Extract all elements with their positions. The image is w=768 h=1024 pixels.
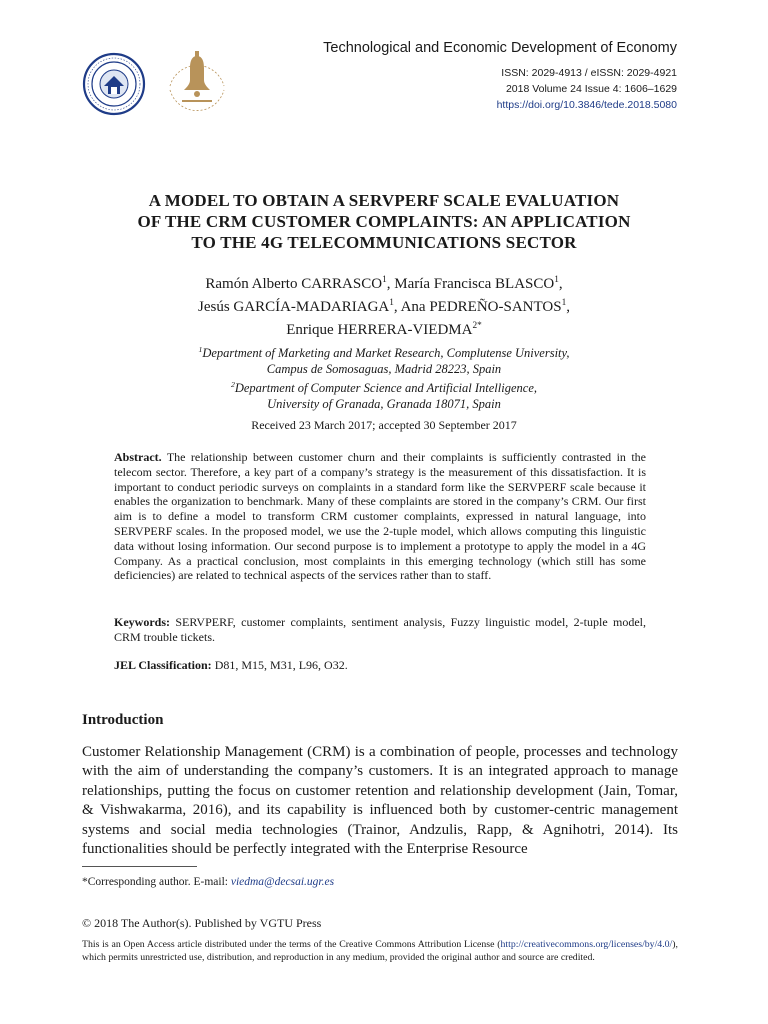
- university-seal-logo: [82, 52, 146, 116]
- author-name: Ana PEDREÑO-SANTOS: [400, 299, 562, 315]
- abstract-text: The relationship between customer churn and their complaints is sufficiently contrasted in the telecom sector. Therefore, a key part of a company’s strategy is the measurement of this dissatisfaction. It is important to conduct periodic surveys on complaints in a standard form like the SERVPERF scale because it enables the organization to benchmark. Many of these complaints are stored in the company’s CRM. Our first aim is to define a model to transform CRM customer complaints, expressed in natural language, into SERVPERF scales. In the proposed model, we use the 2-tuple model, which allows computing this linguistic data without losing information. Our second purpose is to implement a prototype to apply the model in a 4G Company. As a practical conclusion, most complaints in this emerging technology (which still has some deficiencies) are related to technical aspects of the services rather than to staff.: [114, 450, 646, 583]
- affiliation-line: [60, 342, 708, 361]
- author-name: María Francisca BLASCO: [394, 276, 555, 292]
- author-separator: ,: [393, 299, 401, 315]
- author-affiliation-mark: 1: [554, 275, 559, 285]
- affiliation-text: Department of Computer Science and Artificial Intelligence,: [234, 381, 537, 396]
- section-heading: Introduction: [82, 712, 164, 728]
- copyright-notice: © 2018 The Author(s). Published by VGTU Press: [82, 916, 322, 930]
- author-affiliation-mark: 1: [389, 298, 394, 308]
- affiliation-line: University of Granada, Granada 18071, Spain: [267, 397, 501, 412]
- license-link[interactable]: http://creativecommons.org/licenses/by/4.0/: [500, 939, 673, 950]
- title-line: A MODEL TO OBTAIN A SERVPERF SCALE EVALUATION: [148, 191, 620, 210]
- jel-text: D81, M15, M31, L96, O32.: [214, 658, 348, 672]
- keywords-label: Keywords:: [114, 615, 170, 629]
- author-separator: ,: [558, 276, 563, 292]
- volume-line: 2018 Volume 24 Issue 4: 1606–1629: [505, 83, 677, 95]
- author-line: [60, 317, 708, 340]
- license-notice: [82, 938, 678, 964]
- doi-link[interactable]: https://doi.org/10.3846/tede.2018.5080: [496, 99, 677, 111]
- footnote-rule: [82, 866, 197, 867]
- author-affiliation-mark: 1: [382, 275, 387, 285]
- affiliations: [60, 342, 708, 412]
- abstract-label: Abstract.: [114, 450, 162, 464]
- author-email-link[interactable]: viedma@decsai.ugr.es: [230, 876, 335, 888]
- author-line: [60, 271, 708, 294]
- author-affiliation-mark: 2*: [472, 321, 482, 331]
- license-text: This is an Open Access article distributed under the terms of the Creative Commons Attribution License (: [82, 939, 501, 950]
- author-list: [60, 271, 708, 340]
- title-line: OF THE CRM CUSTOMER COMPLAINTS: AN APPLICATION: [137, 212, 631, 231]
- jel-classification: [114, 658, 646, 673]
- corresponding-author-footnote: [82, 876, 334, 888]
- author-affiliation-mark: 1: [561, 298, 567, 308]
- affiliation-line: [60, 377, 708, 396]
- abstract: [114, 450, 646, 583]
- author-name: Jesús GARCÍA-MADARIAGA: [198, 299, 390, 315]
- affiliation-mark: 2: [230, 380, 235, 390]
- author-separator: ,: [566, 299, 570, 315]
- author-separator: ,: [386, 276, 395, 292]
- affiliation-line: Campus de Somosaguas, Madrid 28223, Spain: [266, 362, 502, 377]
- issn-line: ISSN: 2029-4913 / eISSN: 2029-4921: [501, 67, 677, 79]
- journal-title: Technological and Economic Development of Economy: [323, 40, 677, 56]
- introduction-paragraph: Customer Relationship Management (CRM) is a combination of people, processes and technology with the aim of understanding the company’s customers. It is an integrated approach to manage relationships, putting the focus on customer retention and relationship development (Jain, Tomar, & Vishwakarma, 2016), and its capability is influenced both by customer-centric management systems and social media technologies (Trainor, Andzulis, Rapp, & Agnihotri, 2014). Its functionalities should be perfectly integrated with the Enterprise Resource: [82, 744, 678, 858]
- keywords-text: SERVPERF, customer complaints, sentiment analysis, Fuzzy linguistic model, 2-tuple model, CRM trouble tickets.: [114, 615, 647, 644]
- author-name: Enrique HERRERA-VIEDMA: [286, 322, 473, 338]
- license-text: ), which permits unrestricted use, distribution, and reproduction in any medium, provided the original author and source are credited.: [82, 939, 678, 963]
- jel-label: JEL Classification:: [114, 658, 212, 672]
- title-line: TO THE 4G TELECOMMUNICATIONS SECTOR: [191, 233, 577, 252]
- affiliation-text: Department of Marketing and Market Research, Complutense University,: [202, 346, 570, 361]
- received-dates: Received 23 March 2017; accepted 30 September 2017: [251, 418, 517, 432]
- keywords: [114, 615, 646, 645]
- author-line: [60, 294, 708, 317]
- author-name: Ramón Alberto CARRASCO: [205, 276, 383, 292]
- article-title: [60, 190, 708, 253]
- footnote-text: *Corresponding author. E-mail:: [82, 876, 228, 888]
- affiliation-mark: 1: [198, 345, 203, 354]
